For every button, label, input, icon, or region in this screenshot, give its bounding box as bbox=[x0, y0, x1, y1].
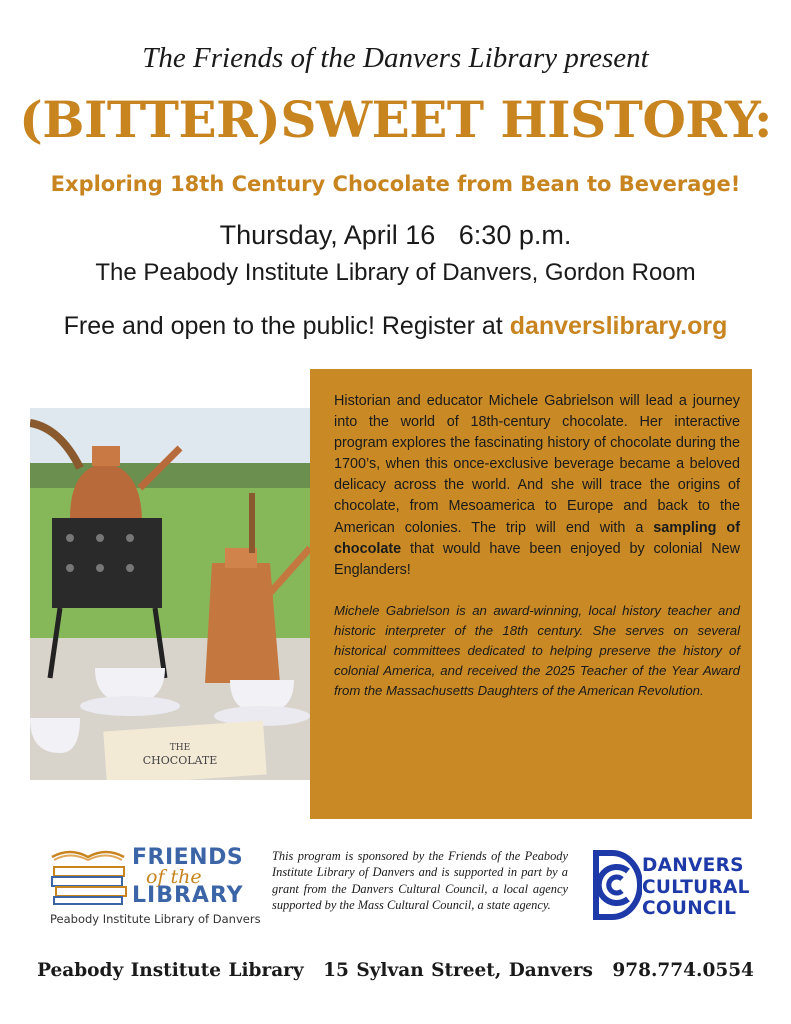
event-venue: The Peabody Institute Library of Danvers, Gordon Room bbox=[95, 259, 696, 286]
friends-logo-line-3: LIBRARY bbox=[132, 883, 244, 908]
friends-logo-text bbox=[132, 847, 244, 907]
description-part-1: Historian and educator Michele Gabrielson will lead a journey into the world of 18th-century chocolate. Her interactive program explores the fascinating history of chocolate during the 1700’s, when this once-exclusive beverage became a beloved delicacy across the world. And she will trace the origins of chocolate, from Mesoamerica to Europe and back to the American colonies. The trip will end with a bbox=[334, 393, 740, 536]
council-logo-line-2: CULTURAL bbox=[642, 876, 750, 898]
friends-logo-line-2: of the bbox=[146, 866, 202, 888]
description-part-2: that would have been enjoyed by colonial New Englanders! bbox=[334, 540, 740, 578]
footer-contact bbox=[0, 960, 791, 981]
books-icon bbox=[48, 845, 128, 905]
sponsor-statement: This program is sponsored by the Friends of the Peabody Institute Library of Danvers and is supported in part by a grant from the Danvers Cultural Council, a local agency supported by the Mass Cultural Council, a state agency. bbox=[272, 849, 568, 913]
book-line-2: CHOCOLATE bbox=[142, 754, 218, 767]
book-line-1: THE bbox=[169, 743, 191, 753]
event-subtitle: Exploring 18th Century Chocolate from Bean to Beverage! bbox=[50, 172, 741, 196]
event-time: 6:30 p.m. bbox=[458, 220, 572, 250]
friends-of-library-logo bbox=[48, 845, 261, 930]
council-logo-line-1: DANVERS bbox=[642, 855, 744, 876]
register-line bbox=[0, 312, 791, 341]
footer-phone: 978.774.0554 bbox=[612, 960, 754, 981]
danvers-cultural-council-logo bbox=[582, 849, 752, 921]
council-mark-icon bbox=[582, 849, 642, 921]
presenter-bio: Michele Gabrielson is an award-winning, local history teacher and historic interpreter of the 18th century. She serves on several historical committees dedicated to helping preserve the history of colonial America, and received the 2025 Teacher of the Year Award from the Massachusetts Daughters of the American Revolution. bbox=[334, 602, 740, 698]
event-title: (BITTER)SWEET HISTORY: bbox=[19, 90, 772, 149]
program-description bbox=[334, 391, 740, 581]
council-logo-line-3: COUNCIL bbox=[642, 898, 737, 919]
event-datetime bbox=[0, 220, 791, 251]
register-prefix: Free and open to the public! Register at bbox=[63, 312, 510, 340]
footer-library: Peabody Institute Library bbox=[37, 960, 304, 981]
photo-illustration bbox=[30, 408, 317, 780]
friends-logo-line-1: FRIENDS bbox=[132, 845, 244, 870]
event-date: Thursday, April 16 bbox=[219, 220, 436, 250]
friends-logo-subline: Peabody Institute Library of Danvers bbox=[50, 912, 261, 926]
program-description-box bbox=[310, 369, 752, 819]
register-link[interactable]: danverslibrary.org bbox=[509, 312, 728, 340]
description-highlight: sampling of chocolate bbox=[334, 519, 740, 557]
presenter-line: The Friends of the Danvers Library present bbox=[142, 42, 649, 74]
footer-address: 15 Sylvan Street, Danvers bbox=[323, 960, 593, 981]
council-logo-text bbox=[642, 855, 750, 920]
chocolate-pot-photo bbox=[30, 408, 317, 780]
